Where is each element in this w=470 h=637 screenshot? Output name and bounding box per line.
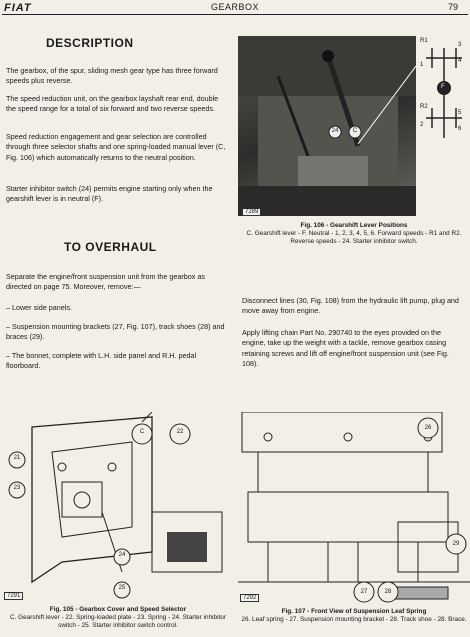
fig105-title: Fig. 105 - Gearbox Cover and Speed Selector <box>49 606 187 613</box>
fig107-label-29: 29 <box>452 541 460 547</box>
fig106-caption-block <box>238 222 470 246</box>
fig105-caption: C. Gearshift lever - 22. Spring-loaded plate - 23. Spring - 24. Starter inhibitor switch - 25. Starter inhibitor switch control. <box>10 614 226 629</box>
overhaul-heading: TO OVERHAUL <box>64 240 157 254</box>
fig105-number: 7291 <box>4 592 23 600</box>
page-title: GEARBOX <box>210 2 259 12</box>
shift-label-5: 5 <box>458 110 462 116</box>
overhaul-intro: Separate the engine/front suspension unit from the gearbox as directed on page 75. Moreover, remove:— <box>6 272 205 292</box>
shift-label-1: 1 <box>420 62 424 68</box>
fig107-caption-block <box>238 608 470 624</box>
fig105-label-23: 23 <box>13 485 21 491</box>
fig105-label-22: 22 <box>176 429 184 435</box>
list-item-text: The bonnet, complete with L.H. side panel and R.H. pedal floorboard. <box>6 351 197 371</box>
shift-label-3: 3 <box>458 42 462 48</box>
fig107-caption: 26. Leaf spring - 27. Suspension mounting bracket - 28. Track shoe - 28. Brace. <box>241 616 467 623</box>
list-item-text: Lower side panels. <box>12 303 72 312</box>
suspension-drawing <box>238 412 470 604</box>
fig106-number: 7289 <box>242 208 261 216</box>
gearshift-photo <box>238 36 416 216</box>
list-item: – The bonnet, complete with L.H. side panel and R.H. pedal floorboard. <box>6 351 197 371</box>
fig107-label-27: 27 <box>360 589 368 595</box>
fig106-label-24: 24 <box>331 128 339 134</box>
list-item: – Suspension mounting brackets (27, Fig. 107), track shoes (28) and braces (29). <box>6 322 225 342</box>
description-heading: DESCRIPTION <box>46 36 134 50</box>
brand-logo: FIAT <box>4 2 32 14</box>
shift-label-f: F <box>441 84 445 90</box>
shift-label-6: 6 <box>458 126 462 132</box>
gearbox-cover-drawing <box>2 412 234 604</box>
fig107-number: 7292 <box>240 594 259 602</box>
list-item-text: Suspension mounting brackets (27, Fig. 107), track shoes (28) and braces (29). <box>6 322 225 342</box>
description-paragraph: The gearbox, of the spur, sliding mesh gear type has three forward speeds plus reverse. <box>6 66 218 86</box>
shift-label-r2: R2 <box>420 104 428 110</box>
overhaul-right-paragraph: Disconnect lines (30, Fig. 108) from the hydraulic lift pump, plug and move away from engine. <box>242 296 459 316</box>
shift-label-2: 2 <box>420 122 424 128</box>
fig106-label-c: C <box>352 128 358 134</box>
fig106-title: Fig. 106 - Gearshift Lever Positions <box>300 222 408 229</box>
description-paragraph: The speed reduction unit, on the gearbox layshaft rear end, double the speed range for a total of six forward and two reverse speeds. <box>6 94 219 114</box>
list-item: – Lower side panels. <box>6 303 72 312</box>
overhaul-right-paragraph: Apply lifting chain Part No. 290740 to the eyes provided on the engine, take up the weight with a tackle, remove gearbox casing retaining screws and lift off engine/front suspension unit (see Fig. 108). <box>242 328 449 369</box>
fig105-caption-block <box>2 606 234 630</box>
description-paragraph: Speed reduction engagement and gear selection are controlled through three selector shafts and one spring-loaded manual lever (C, Fig. 106) which automatically returns to the neutral position. <box>6 132 226 162</box>
fig105-label-c: C <box>139 429 145 435</box>
shift-label-4: 4 <box>458 58 462 64</box>
shift-label-r1: R1 <box>420 38 428 44</box>
fig105-label-21: 21 <box>13 455 21 461</box>
fig107-label-28: 28 <box>384 589 392 595</box>
page-number: 79 <box>447 2 458 12</box>
fig105-label-25: 25 <box>118 585 126 591</box>
fig107-title: Fig. 107 - Front View of Suspension Leaf Spring <box>281 608 427 615</box>
header-divider <box>2 14 468 15</box>
fig105-label-24: 24 <box>118 552 126 558</box>
fig107-label-26: 26 <box>424 425 432 431</box>
fig106-caption: C. Gearshift lever - F. Neutral - 1, 2, 3, 4, 5, 6. Forward speeds - R1 and R2. Reverse speeds - 24. Starter inhibitor switch. <box>246 230 462 245</box>
description-paragraph: Starter inhibitor switch (24) permits engine starting only when the gearshift lever is in neutral (F). <box>6 184 213 204</box>
